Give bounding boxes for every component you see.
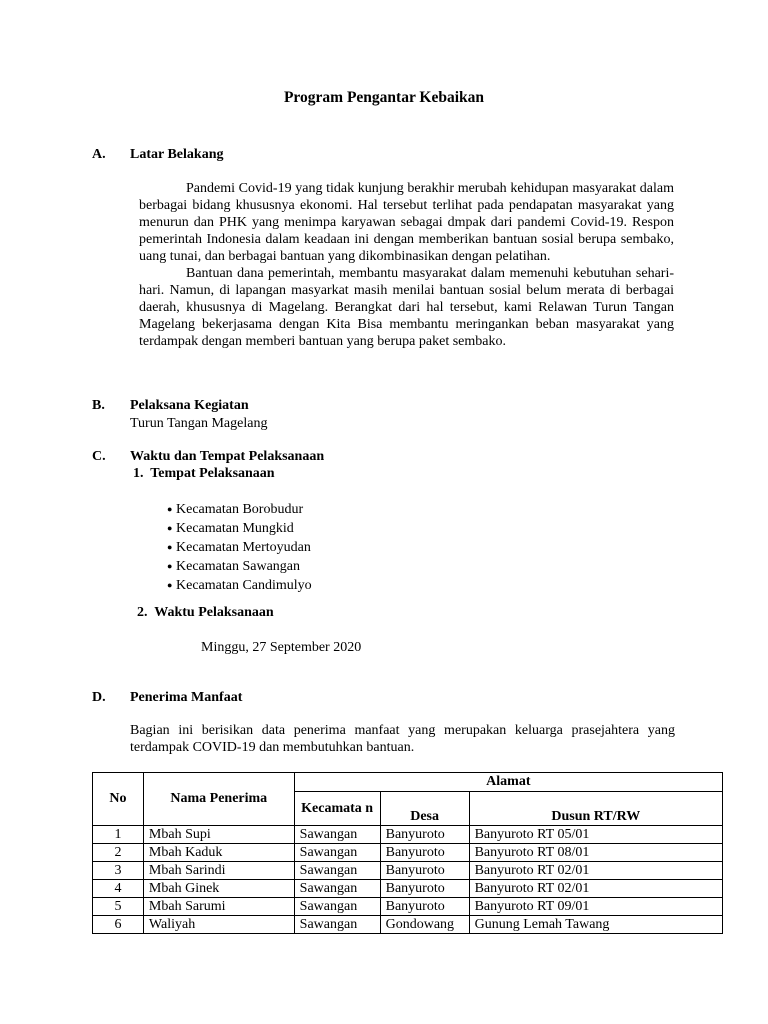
bullet-icon: ● (167, 523, 173, 533)
cell-desa: Banyuroto (380, 844, 469, 862)
cell-desa: Gondowang (380, 916, 469, 934)
cell-no: 3 (93, 862, 144, 880)
bullet-icon: ● (167, 542, 173, 552)
list-item: ● Kecamatan Sawangan (167, 559, 300, 574)
cell-nama: Mbah Ginek (143, 880, 294, 898)
cell-no: 1 (93, 826, 144, 844)
table-row (93, 826, 723, 844)
section-d-heading: Penerima Manfaat (130, 690, 243, 705)
cell-kecamatan: Sawangan (294, 844, 380, 862)
page-title: Program Pengantar Kebaikan (283, 89, 485, 106)
cell-nama: Mbah Supi (143, 826, 294, 844)
header-kecamatan: Kecamata n (294, 792, 380, 826)
section-c-letter: C. (92, 449, 106, 464)
section-c-heading: Waktu dan Tempat Pelaksanaan (130, 449, 325, 464)
header-desa: Desa (380, 792, 469, 826)
section-d-text: Bagian ini berisikan data penerima manfaat yang merupakan keluarga prasejahtera yang terdampak COVID-19 dan membutuhkan bantuan. (130, 723, 675, 755)
cell-kecamatan: Sawangan (294, 880, 380, 898)
cell-dusun: Banyuroto RT 02/01 (469, 862, 722, 880)
bullet-icon: ● (167, 561, 173, 571)
list-item: ● Kecamatan Mungkid (167, 521, 294, 536)
cell-nama: Mbah Kaduk (143, 844, 294, 862)
header-dusun: Dusun RT/RW (469, 792, 722, 826)
beneficiary-table (92, 772, 723, 934)
section-a-letter: A. (92, 147, 106, 162)
cell-dusun: Banyuroto RT 02/01 (469, 880, 722, 898)
table-header-row (93, 773, 723, 792)
header-alamat: Alamat (294, 773, 722, 792)
cell-kecamatan: Sawangan (294, 898, 380, 916)
table-row (93, 880, 723, 898)
subsection-waktu-heading: 2. Waktu Pelaksanaan (137, 605, 274, 620)
cell-dusun: Banyuroto RT 05/01 (469, 826, 722, 844)
table-row (93, 898, 723, 916)
section-a-paragraph-2: Bantuan dana pemerintah, membantu masyarakat dalam memenuhi kebutuhan sehari-hari. Namun, di lapangan masyarkat masih menilai bantuan sosial belum merata di berbagai daerah, khususnya di Magelang. Berangkat dari hal tersebut, kami Relawan Turun Tangan Magelang bekerjasama dengan Kita Bisa membantu meringankan beban masyarakat yang terdampak dengan memberi bantuan yang berupa paket sembako. (139, 266, 674, 349)
event-date: Minggu, 27 September 2020 (201, 640, 362, 655)
cell-kecamatan: Sawangan (294, 862, 380, 880)
subsection-tempat-heading: 1. Tempat Pelaksanaan (133, 466, 275, 481)
cell-dusun: Gunung Lemah Tawang (469, 916, 722, 934)
places-list (167, 500, 312, 595)
section-b-heading: Pelaksana Kegiatan (130, 398, 249, 413)
cell-dusun: Banyuroto RT 08/01 (469, 844, 722, 862)
cell-desa: Banyuroto (380, 880, 469, 898)
table-row (93, 844, 723, 862)
cell-nama: Waliyah (143, 916, 294, 934)
list-item: ● Kecamatan Borobudur (167, 502, 304, 517)
cell-kecamatan: Sawangan (294, 826, 380, 844)
cell-dusun: Banyuroto RT 09/01 (469, 898, 722, 916)
table-row (93, 862, 723, 880)
bullet-icon: ● (167, 504, 173, 514)
section-d-letter: D. (92, 690, 106, 705)
cell-desa: Banyuroto (380, 826, 469, 844)
header-no: No (93, 773, 144, 826)
section-b-text: Turun Tangan Magelang (130, 416, 268, 431)
section-a-heading: Latar Belakang (130, 147, 224, 162)
cell-no: 6 (93, 916, 144, 934)
bullet-icon: ● (167, 580, 173, 590)
cell-no: 5 (93, 898, 144, 916)
section-b-letter: B. (92, 398, 105, 413)
cell-nama: Mbah Sarindi (143, 862, 294, 880)
cell-desa: Banyuroto (380, 862, 469, 880)
header-nama: Nama Penerima (143, 773, 294, 826)
cell-desa: Banyuroto (380, 898, 469, 916)
cell-no: 4 (93, 880, 144, 898)
table-row (93, 916, 723, 934)
section-a-paragraph-1: Pandemi Covid-19 yang tidak kunjung berakhir merubah kehidupan masyarakat dalam berbagai bidang khususnya ekonomi. Hal tersebut terlihat pada pendapatan masyarakat yang menurun dan PHK yang menimpa karyawan sebagai dmpak dari pandemi Covid-19. Respon pemerintah Indonesia dalam keadaan ini dengan memberikan bantuan sosial berupa sembako, uang tunai, dan berbagai bantuan yang dikombinasikan dengan pelatihan. (139, 181, 674, 264)
section-a-body (139, 180, 674, 350)
list-item: ● Kecamatan Candimulyo (167, 578, 312, 593)
cell-no: 2 (93, 844, 144, 862)
list-item: ● Kecamatan Mertoyudan (167, 540, 311, 555)
cell-nama: Mbah Sarumi (143, 898, 294, 916)
cell-kecamatan: Sawangan (294, 916, 380, 934)
